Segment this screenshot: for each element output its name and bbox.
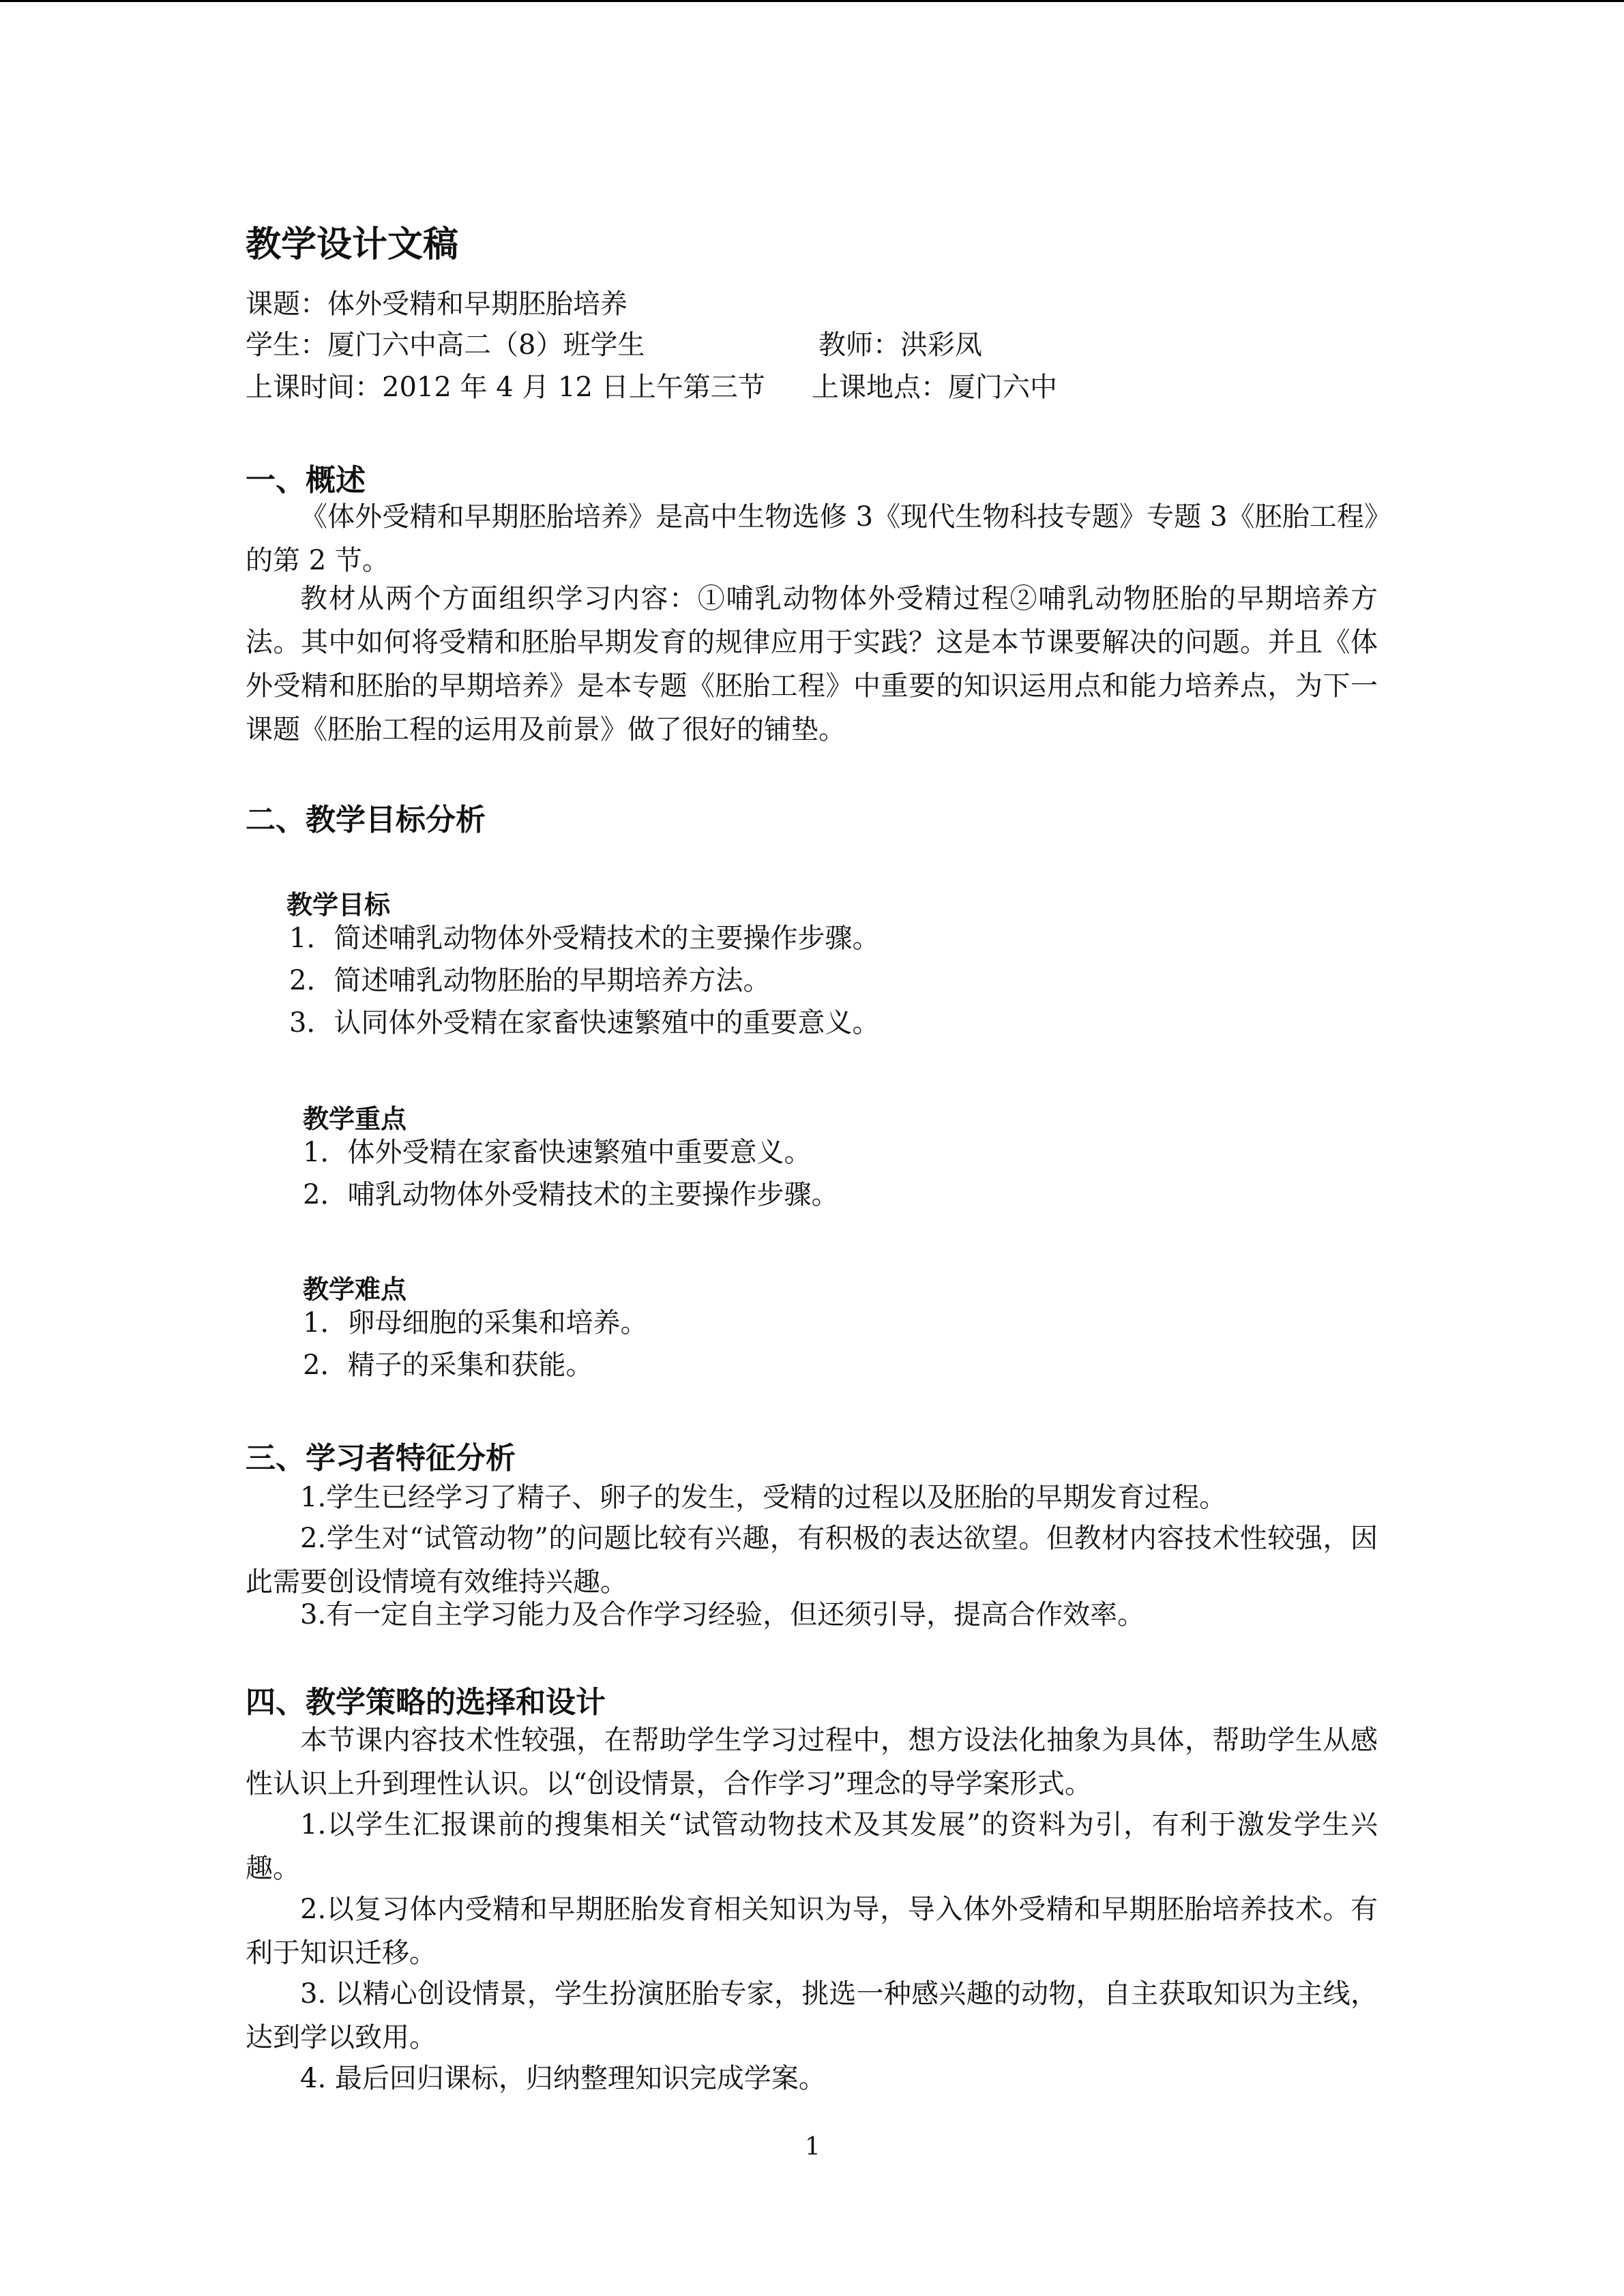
section-1-heading: 一、概述 — [246, 463, 366, 498]
section-4-paragraph-4: 4. 最后回归课标，归纳整理知识完成学案。 — [300, 2063, 826, 2094]
key-item-1: 1．体外受精在家畜快速繁殖中重要意义。 — [303, 1137, 812, 1168]
teacher-line: 教师：洪彩凤 — [818, 329, 982, 361]
time-line: 上课时间：2012 年 4 月 12 日上午第三节 — [246, 372, 765, 403]
section-1-paragraph-2: 教材从两个方面组织学习内容：①哺乳动物体外受精过程②哺乳动物胚胎的早期培养方法。其中如何将受精和胚胎早期发育的规律应用于实践？这是本节课要解决的问题。并且《体外受精和胚胎的早期培养》是本专题《胚胎工程》中重要的知识运用点和能力培养点，为下一课题《胚胎工程的运用及前景》做了很好的铺垫。 — [246, 583, 1378, 745]
section-4-paragraph-2: 2.以复习体内受精和早期胚胎发育相关知识为导，导入体外受精和早期胚胎培养技术。有利于知识迁移。 — [246, 1894, 1378, 1969]
difficulties-heading: 教学难点 — [303, 1274, 407, 1304]
topic-line: 课题：体外受精和早期胚胎培养 — [246, 288, 628, 320]
section-4-heading: 四、教学策略的选择和设计 — [246, 1685, 606, 1720]
section-4-paragraph-1: 1.以学生汇报课前的搜集相关“试管动物技术及其发展”的资料为引，有利于激发学生兴趣。 — [246, 1809, 1378, 1884]
page-number: 1 — [805, 2133, 821, 2161]
difficulty-item-2: 2．精子的采集和获能。 — [303, 1350, 593, 1381]
section-2-heading: 二、教学目标分析 — [246, 803, 486, 837]
key-item-2: 2．哺乳动物体外受精技术的主要操作步骤。 — [303, 1179, 839, 1210]
document-title: 教学设计文稿 — [246, 224, 459, 265]
section-3-paragraph-2: 2.学生对“试管动物”的问题比较有兴趣，有积极的表达欲望。但教材内容技术性较强，因此需要创设情境有效维持兴趣。 — [246, 1523, 1378, 1598]
section-4-paragraph-3: 3. 以精心创设情景，学生扮演胚胎专家，挑选一种感兴趣的动物，自主获取知识为主线，达到学以致用。 — [246, 1978, 1378, 2053]
section-3-heading: 三、学习者特征分析 — [246, 1441, 516, 1476]
section-3-paragraph-1: 1.学生已经学习了精子、卵子的发生，受精的过程以及胚胎的早期发育过程。 — [300, 1482, 1227, 1513]
section-1-paragraph-1: 《体外受精和早期胚胎培养》是高中生物选修 3《现代生物科技专题》专题 3《胚胎工程》的第 2 节。 — [246, 501, 1378, 576]
section-3-paragraph-3: 3.有一定自主学习能力及合作学习经验，但还须引导，提高合作效率。 — [300, 1599, 1145, 1630]
page-top-border — [0, 0, 1624, 2]
students-line: 学生：厦门六中高二（8）班学生 — [246, 329, 645, 361]
key-points-heading: 教学重点 — [303, 1104, 407, 1134]
goal-item-2: 2．简述哺乳动物胚胎的早期培养方法。 — [289, 965, 771, 996]
section-4-paragraph-intro: 本节课内容技术性较强，在帮助学生学习过程中，想方设法化抽象为具体，帮助学生从感性认识上升到理性认识。以“创设情景，合作学习”理念的导学案形式。 — [246, 1725, 1378, 1800]
place-line: 上课地点：厦门六中 — [812, 372, 1057, 403]
difficulty-item-1: 1．卵母细胞的采集和培养。 — [303, 1307, 648, 1339]
goal-item-3: 3．认同体外受精在家畜快速繁殖中的重要意义。 — [289, 1007, 880, 1039]
goals-heading: 教学目标 — [286, 890, 391, 920]
goal-item-1: 1．简述哺乳动物体外受精技术的主要操作步骤。 — [289, 923, 880, 954]
